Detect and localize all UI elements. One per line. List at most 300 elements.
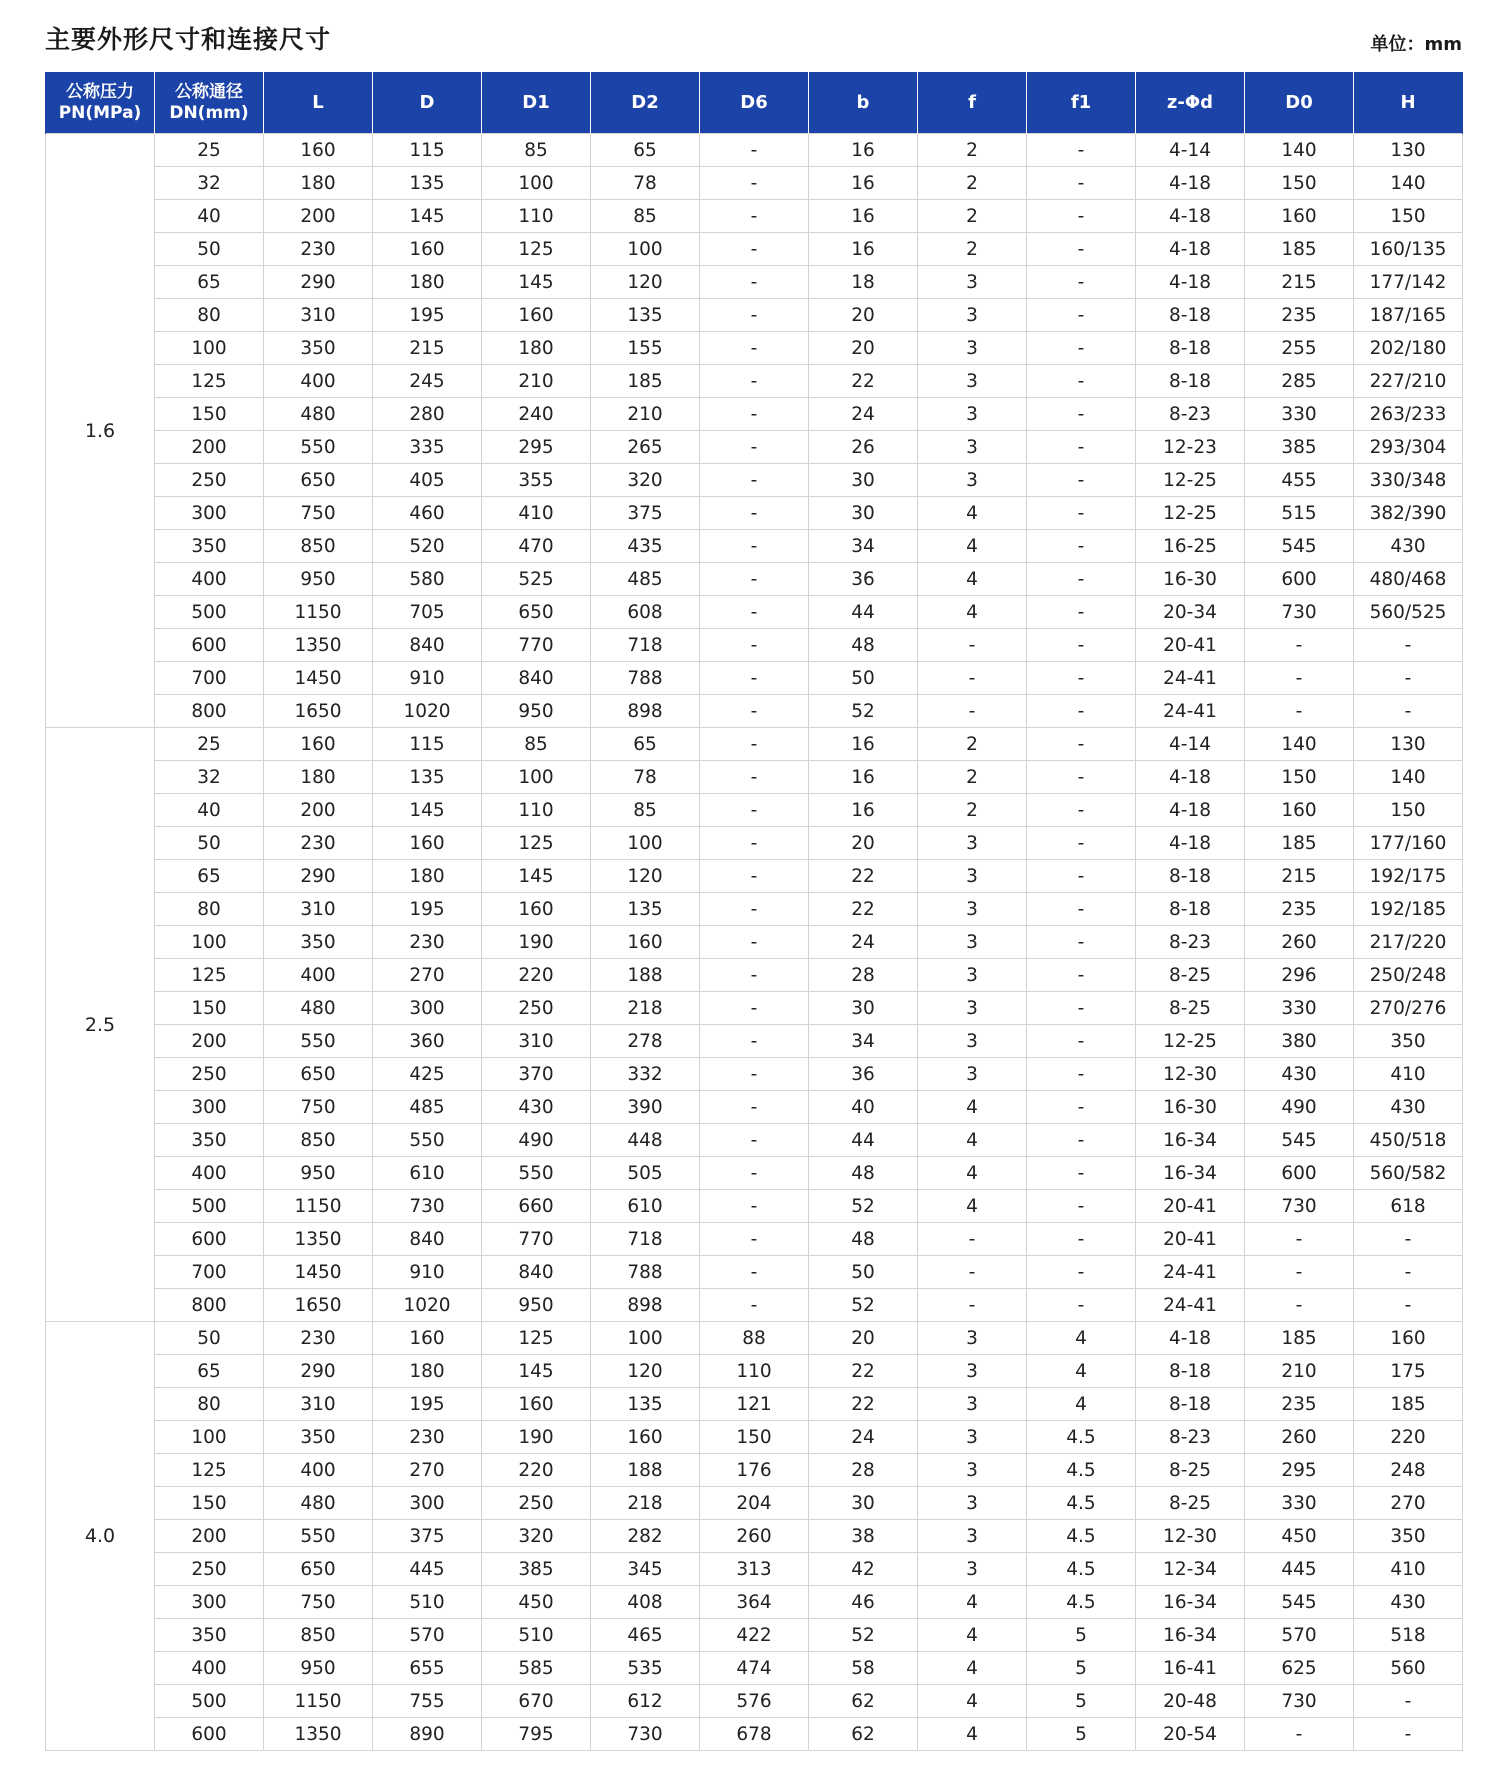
table-cell: 5	[1027, 1619, 1136, 1652]
table-cell: -	[1027, 464, 1136, 497]
table-cell: 40	[155, 200, 264, 233]
table-cell: 192/185	[1354, 893, 1463, 926]
table-cell: 3	[918, 959, 1027, 992]
table-cell: 160	[264, 134, 373, 167]
table-cell: 4	[918, 596, 1027, 629]
table-cell: -	[1027, 959, 1136, 992]
table-cell: 100	[482, 167, 591, 200]
pressure-cell: 1.6	[46, 134, 155, 728]
table-row	[46, 596, 1463, 629]
table-cell: 3	[918, 332, 1027, 365]
table-cell: 330/348	[1354, 464, 1463, 497]
table-cell: -	[700, 398, 809, 431]
table-cell: 600	[1245, 563, 1354, 596]
table-cell: 3	[918, 1421, 1027, 1454]
table-cell: 150	[1245, 167, 1354, 200]
table-cell: 310	[264, 1388, 373, 1421]
table-cell: 2	[918, 200, 1027, 233]
table-cell: 52	[809, 1289, 918, 1322]
table-cell: 240	[482, 398, 591, 431]
table-cell: 180	[373, 266, 482, 299]
table-cell: 12-25	[1136, 1025, 1245, 1058]
table-cell: 50	[809, 662, 918, 695]
table-cell: 4	[918, 497, 1027, 530]
table-row	[46, 332, 1463, 365]
column-header: L	[264, 72, 373, 134]
table-row	[46, 1289, 1463, 1322]
table-cell: 4	[918, 563, 1027, 596]
table-row	[46, 464, 1463, 497]
page-title: 主要外形尺寸和连接尺寸	[45, 25, 332, 54]
table-cell: 250	[155, 464, 264, 497]
table-cell: 42	[809, 1553, 918, 1586]
table-cell: 145	[482, 1355, 591, 1388]
table-cell: 788	[591, 662, 700, 695]
table-cell: -	[700, 728, 809, 761]
table-cell: 120	[591, 266, 700, 299]
table-cell: 490	[1245, 1091, 1354, 1124]
table-row	[46, 1388, 1463, 1421]
table-cell: 263/233	[1354, 398, 1463, 431]
table-cell: 730	[373, 1190, 482, 1223]
table-cell: 650	[264, 464, 373, 497]
table-cell: 3	[918, 1058, 1027, 1091]
table-cell: 65	[155, 1355, 264, 1388]
table-cell: 16-34	[1136, 1157, 1245, 1190]
table-cell: 296	[1245, 959, 1354, 992]
table-cell: 520	[373, 530, 482, 563]
pressure-cell: 2.5	[46, 728, 155, 1322]
table-cell: 293/304	[1354, 431, 1463, 464]
table-row	[46, 1421, 1463, 1454]
table-cell: 4-18	[1136, 167, 1245, 200]
table-cell: 570	[1245, 1619, 1354, 1652]
table-cell: 4	[918, 1619, 1027, 1652]
table-cell: 255	[1245, 332, 1354, 365]
table-cell: 450	[482, 1586, 591, 1619]
table-cell: 220	[1354, 1421, 1463, 1454]
table-cell: 8-25	[1136, 1487, 1245, 1520]
table-cell: 600	[155, 1718, 264, 1751]
table-cell: 500	[155, 596, 264, 629]
table-cell: 4-18	[1136, 266, 1245, 299]
table-cell: 120	[591, 860, 700, 893]
table-cell: 180	[373, 1355, 482, 1388]
table-cell: 300	[373, 1487, 482, 1520]
table-cell: 3	[918, 1025, 1027, 1058]
table-cell: 52	[809, 1190, 918, 1223]
table-cell: 430	[1245, 1058, 1354, 1091]
table-cell: -	[700, 1190, 809, 1223]
table-cell: 145	[373, 794, 482, 827]
table-cell: 435	[591, 530, 700, 563]
table-cell: 210	[591, 398, 700, 431]
table-cell: 16-41	[1136, 1652, 1245, 1685]
table-cell: 4-18	[1136, 761, 1245, 794]
table-cell: 62	[809, 1685, 918, 1718]
table-cell: 8-18	[1136, 893, 1245, 926]
table-row	[46, 1025, 1463, 1058]
table-cell: 160	[1245, 794, 1354, 827]
table-cell: 200	[264, 794, 373, 827]
table-cell: 30	[809, 464, 918, 497]
table-cell: 382/390	[1354, 497, 1463, 530]
table-cell: 290	[264, 266, 373, 299]
table-row	[46, 497, 1463, 530]
table-cell: -	[1027, 1289, 1136, 1322]
table-cell: 660	[482, 1190, 591, 1223]
table-cell: 16-30	[1136, 563, 1245, 596]
table-cell: 8-18	[1136, 1388, 1245, 1421]
table-cell: 16	[809, 233, 918, 266]
table-cell: 130	[1354, 728, 1463, 761]
table-cell: 44	[809, 1124, 918, 1157]
table-row	[46, 200, 1463, 233]
column-header	[46, 72, 155, 134]
table-cell: 550	[373, 1124, 482, 1157]
table-cell: -	[1027, 497, 1136, 530]
table-cell: 535	[591, 1652, 700, 1685]
table-cell: 650	[264, 1058, 373, 1091]
table-cell: 910	[373, 1256, 482, 1289]
table-cell: 32	[155, 761, 264, 794]
table-row	[46, 992, 1463, 1025]
table-cell: 2	[918, 134, 1027, 167]
table-cell: 3	[918, 1322, 1027, 1355]
table-row	[46, 893, 1463, 926]
table-cell: 16	[809, 167, 918, 200]
table-row	[46, 662, 1463, 695]
column-header-line: 公称压力	[66, 81, 134, 102]
table-row	[46, 959, 1463, 992]
table-cell: -	[918, 629, 1027, 662]
table-cell: -	[700, 200, 809, 233]
table-cell: 160	[264, 728, 373, 761]
table-cell: -	[1027, 761, 1136, 794]
unit-label: 单位：mm	[1370, 34, 1462, 55]
table-cell: 350	[155, 1619, 264, 1652]
table-cell: -	[1027, 266, 1136, 299]
table-row	[46, 1322, 1463, 1355]
table-cell: 4-14	[1136, 134, 1245, 167]
table-cell: 200	[155, 1520, 264, 1553]
table-cell: 20-54	[1136, 1718, 1245, 1751]
table-cell: 200	[264, 200, 373, 233]
table-cell: 36	[809, 563, 918, 596]
column-header-line: PN(MPa)	[58, 102, 142, 123]
table-cell: 30	[809, 992, 918, 1025]
table-cell: -	[1245, 1223, 1354, 1256]
table-cell: 4.5	[1027, 1454, 1136, 1487]
table-cell: 20-34	[1136, 596, 1245, 629]
table-row	[46, 695, 1463, 728]
table-cell: -	[700, 794, 809, 827]
table-cell: 12-23	[1136, 431, 1245, 464]
table-row	[46, 563, 1463, 596]
table-cell: 140	[1354, 761, 1463, 794]
table-cell: 1020	[373, 695, 482, 728]
table-cell: 52	[809, 695, 918, 728]
table-cell: 44	[809, 596, 918, 629]
table-cell: 135	[591, 1388, 700, 1421]
table-row	[46, 233, 1463, 266]
table-cell: 190	[482, 926, 591, 959]
table-cell: 450/518	[1354, 1124, 1463, 1157]
table-cell: 400	[155, 563, 264, 596]
table-header-row	[46, 72, 1463, 134]
table-cell: 50	[809, 1256, 918, 1289]
table-cell: -	[700, 893, 809, 926]
table-cell: 510	[482, 1619, 591, 1652]
table-cell: 795	[482, 1718, 591, 1751]
table-cell: -	[700, 530, 809, 563]
table-cell: 28	[809, 959, 918, 992]
table-cell: 185	[591, 365, 700, 398]
table-cell: 48	[809, 1157, 918, 1190]
table-cell: 195	[373, 299, 482, 332]
table-cell: 700	[155, 1256, 264, 1289]
table-cell: 155	[591, 332, 700, 365]
table-cell: 700	[155, 662, 264, 695]
table-cell: 950	[264, 1157, 373, 1190]
table-row	[46, 629, 1463, 662]
table-cell: 16-30	[1136, 1091, 1245, 1124]
table-cell: 145	[482, 860, 591, 893]
table-cell: 310	[482, 1025, 591, 1058]
table-cell: 364	[700, 1586, 809, 1619]
table-cell: 350	[1354, 1025, 1463, 1058]
table-cell: 670	[482, 1685, 591, 1718]
table-cell: 470	[482, 530, 591, 563]
table-cell: 160	[482, 1388, 591, 1421]
table-cell: 48	[809, 1223, 918, 1256]
table-cell: 50	[155, 1322, 264, 1355]
table-cell: 788	[591, 1256, 700, 1289]
table-cell: -	[700, 596, 809, 629]
table-cell: 8-18	[1136, 365, 1245, 398]
table-cell: 80	[155, 1388, 264, 1421]
table-cell: 8-18	[1136, 860, 1245, 893]
table-cell: 310	[264, 299, 373, 332]
table-cell: 2	[918, 761, 1027, 794]
table-cell: 16-25	[1136, 530, 1245, 563]
table-cell: 350	[264, 926, 373, 959]
table-cell: 160	[373, 233, 482, 266]
table-cell: 485	[591, 563, 700, 596]
table-cell: 610	[591, 1190, 700, 1223]
table-cell: 4	[918, 1124, 1027, 1157]
table-cell: 215	[1245, 860, 1354, 893]
table-cell: 80	[155, 893, 264, 926]
table-cell: 400	[155, 1652, 264, 1685]
table-cell: 300	[373, 992, 482, 1025]
table-cell: -	[700, 134, 809, 167]
table-cell: 24	[809, 1421, 918, 1454]
table-row	[46, 728, 1463, 761]
table-cell: -	[700, 1223, 809, 1256]
table-cell: 350	[1354, 1520, 1463, 1553]
table-cell: 30	[809, 497, 918, 530]
table-cell: 295	[482, 431, 591, 464]
table-cell: -	[700, 827, 809, 860]
table-cell: 300	[155, 497, 264, 530]
column-header: H	[1354, 72, 1463, 134]
table-cell: 770	[482, 629, 591, 662]
table-cell: 100	[155, 1421, 264, 1454]
table-cell: 230	[264, 233, 373, 266]
table-cell: 121	[700, 1388, 809, 1421]
table-cell: 390	[591, 1091, 700, 1124]
table-cell: -	[1027, 1223, 1136, 1256]
table-cell: 3	[918, 398, 1027, 431]
table-cell: 4-18	[1136, 1322, 1245, 1355]
table-cell: 125	[482, 233, 591, 266]
table-cell: 24-41	[1136, 1256, 1245, 1289]
table-cell: 350	[264, 332, 373, 365]
table-cell: 625	[1245, 1652, 1354, 1685]
table-cell: 950	[264, 563, 373, 596]
table-cell: 335	[373, 431, 482, 464]
table-cell: 2	[918, 794, 1027, 827]
table-row	[46, 1685, 1463, 1718]
table-cell: 8-18	[1136, 299, 1245, 332]
table-cell: 400	[155, 1157, 264, 1190]
table-cell: 355	[482, 464, 591, 497]
table-cell: 410	[1354, 1058, 1463, 1091]
table-cell: 34	[809, 1025, 918, 1058]
table-cell: 22	[809, 860, 918, 893]
table-cell: 130	[1354, 134, 1463, 167]
table-cell: 910	[373, 662, 482, 695]
table-cell: 125	[155, 365, 264, 398]
table-cell: 282	[591, 1520, 700, 1553]
table-cell: 52	[809, 1619, 918, 1652]
table-cell: -	[700, 1091, 809, 1124]
column-header: b	[809, 72, 918, 134]
table-cell: 850	[264, 1124, 373, 1157]
table-row	[46, 1553, 1463, 1586]
header	[45, 18, 1462, 60]
column-header: D2	[591, 72, 700, 134]
table-cell: 135	[591, 893, 700, 926]
table-row	[46, 1718, 1463, 1751]
table-cell: -	[700, 761, 809, 794]
table-cell: -	[1027, 1058, 1136, 1091]
table-cell: 270	[373, 959, 482, 992]
table-cell: 295	[1245, 1454, 1354, 1487]
table-cell: 3	[918, 266, 1027, 299]
table-cell: 110	[482, 794, 591, 827]
table-cell: 195	[373, 1388, 482, 1421]
table-cell: 730	[1245, 1685, 1354, 1718]
table-cell: 24-41	[1136, 662, 1245, 695]
table-cell: 8-18	[1136, 1355, 1245, 1388]
table-cell: -	[918, 695, 1027, 728]
table-cell: 12-25	[1136, 464, 1245, 497]
table-cell: 24-41	[1136, 695, 1245, 728]
table-row	[46, 134, 1463, 167]
table-row	[46, 1223, 1463, 1256]
table-cell: 235	[1245, 1388, 1354, 1421]
table-cell: 270	[373, 1454, 482, 1487]
table-cell: 280	[373, 398, 482, 431]
table-cell: 410	[1354, 1553, 1463, 1586]
table-cell: 385	[1245, 431, 1354, 464]
table-cell: -	[1354, 1256, 1463, 1289]
table-cell: -	[1354, 1223, 1463, 1256]
table-cell: 65	[591, 134, 700, 167]
table-row	[46, 431, 1463, 464]
table-row	[46, 266, 1463, 299]
table-cell: 1650	[264, 1289, 373, 1322]
table-cell: -	[1027, 233, 1136, 266]
table-cell: -	[700, 695, 809, 728]
table-cell: -	[1027, 794, 1136, 827]
table-cell: 16	[809, 728, 918, 761]
column-header: D1	[482, 72, 591, 134]
table-cell: -	[700, 662, 809, 695]
table-cell: 12-30	[1136, 1058, 1245, 1091]
table-cell: -	[918, 1256, 1027, 1289]
table-cell: -	[1245, 1718, 1354, 1751]
table-cell: 160/135	[1354, 233, 1463, 266]
table-cell: 250/248	[1354, 959, 1463, 992]
table-cell: 180	[264, 167, 373, 200]
table-cell: 65	[591, 728, 700, 761]
table-cell: 3	[918, 827, 1027, 860]
table-cell: 730	[1245, 596, 1354, 629]
table-cell: 12-30	[1136, 1520, 1245, 1553]
table-cell: 204	[700, 1487, 809, 1520]
table-cell: -	[1027, 365, 1136, 398]
table-row	[46, 1157, 1463, 1190]
table-cell: 278	[591, 1025, 700, 1058]
table-cell: 375	[373, 1520, 482, 1553]
table-cell: 12-25	[1136, 497, 1245, 530]
table-cell: -	[700, 464, 809, 497]
table-cell: 150	[1354, 200, 1463, 233]
table-cell: 25	[155, 728, 264, 761]
table-cell: 5	[1027, 1685, 1136, 1718]
table-cell: 750	[264, 1091, 373, 1124]
table-cell: 370	[482, 1058, 591, 1091]
table-row	[46, 1190, 1463, 1223]
table-cell: 750	[264, 1586, 373, 1619]
table-cell: 215	[373, 332, 482, 365]
table-cell: 85	[591, 794, 700, 827]
table-cell: 585	[482, 1652, 591, 1685]
table-cell: 32	[155, 167, 264, 200]
table-cell: 260	[700, 1520, 809, 1553]
table-row	[46, 926, 1463, 959]
table-cell: 78	[591, 761, 700, 794]
table-cell: 185	[1245, 1322, 1354, 1355]
table-cell: 480/468	[1354, 563, 1463, 596]
table-cell: -	[1027, 563, 1136, 596]
table-cell: 177/160	[1354, 827, 1463, 860]
table-cell: 678	[700, 1718, 809, 1751]
table-cell: -	[700, 431, 809, 464]
table-cell: 898	[591, 695, 700, 728]
table-cell: -	[1245, 695, 1354, 728]
table-cell: 570	[373, 1619, 482, 1652]
table-cell: 180	[482, 332, 591, 365]
table-cell: 187/165	[1354, 299, 1463, 332]
table-cell: 24	[809, 398, 918, 431]
table-cell: -	[1027, 1091, 1136, 1124]
table-cell: 350	[155, 530, 264, 563]
table-cell: -	[700, 1124, 809, 1157]
